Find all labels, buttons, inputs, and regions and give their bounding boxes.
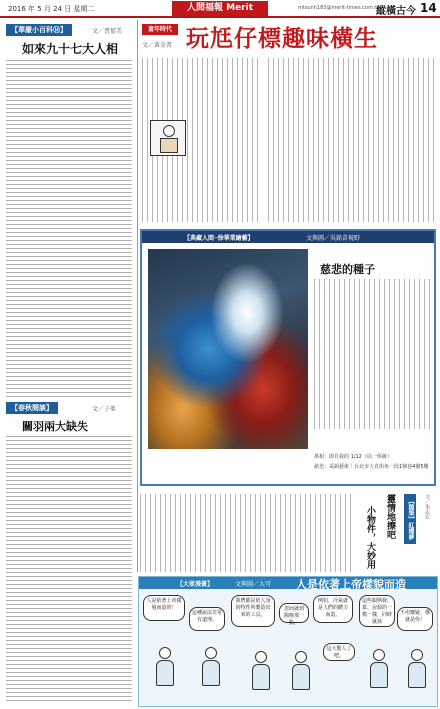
essay-title-line1: 靈情地擦吧 [385, 494, 395, 539]
article1-title: 如來九十七大人相 [22, 42, 119, 56]
art-caption-2: 慈悲：采韻藝術｜台北市大直街角一段1號巷4號5樓 [314, 464, 429, 470]
essay-title-line2: 小物件，大妙用 [365, 506, 375, 569]
section-name: 縱橫古今 [376, 6, 416, 17]
speech-bubble-4: 忽而就到醫療那一點， [279, 603, 309, 623]
column-divider [137, 20, 138, 572]
comic-strip-header [139, 577, 437, 589]
page-number: 14 [420, 1, 437, 15]
article2-title: 關羽兩大缺失 [22, 420, 88, 433]
article2-body [6, 436, 132, 704]
essay-byline: 文／朱志宏 [424, 494, 430, 519]
comic-title: 人是依著上帝樣貌而造 [296, 578, 406, 591]
comic-figure-4 [289, 651, 313, 691]
essay-body-left [140, 494, 354, 572]
speech-bubble-6: 這大驚人了吧。 [323, 643, 355, 661]
issue-date: 2016 年 5 月 24 日 星期二 [8, 5, 95, 13]
column-label-essay: 【春秋閱談】 [6, 402, 58, 414]
speech-bubble-1: 人是依著上帝樣貌而造的！ [143, 595, 185, 621]
comic-figure-3 [249, 651, 273, 691]
speech-bubble-7: 這些跟開發、蓋、房源的一模一樣，同時就該 [359, 595, 395, 627]
feature-illustration [150, 120, 186, 156]
art-feature-title: 慈悲的種子 [320, 263, 375, 276]
speech-bubble-5: 例如，冷氣就是人們的體力而造。 [313, 595, 353, 623]
feature-byline: 文／黃金菁 [142, 42, 173, 49]
comic-strip [138, 576, 438, 707]
column-label-encyclopedia: 【華嚴小百科⑭】 [6, 24, 72, 36]
art-feature-column-label: 【典藏人間─徐華業繪藝】 [184, 235, 254, 242]
comic-figure-6 [405, 649, 429, 689]
art-feature-byline: 文與圖／吳銘苗視野 [306, 235, 361, 242]
newspaper-logo: 人間福報 Merit Times [172, 1, 268, 16]
article1-body [6, 60, 132, 398]
illustration-head [163, 125, 175, 137]
illustration-body [160, 138, 178, 153]
feature-tag: 童年時代 [142, 24, 178, 35]
speech-bubble-3: 我們都是依人身的特性所製造出來的工具。 [231, 595, 275, 627]
feature-headline: 玩尪仔標趣味橫生 [186, 26, 378, 52]
masthead [0, 0, 440, 28]
speech-bubble-2: 這種說法非常有道理。 [189, 607, 225, 631]
abstract-painting-image [148, 249, 308, 449]
article1-byline: 文／曹郁美 [92, 28, 123, 35]
art-feature-body [314, 279, 430, 429]
comic-figure-5 [367, 649, 391, 689]
comic-column-label: 【大眾漫畫】 [177, 581, 214, 588]
contact-email: mtsunh183@merit-times.com.tw [298, 5, 381, 11]
art-feature-header [142, 231, 434, 243]
essay-column-tag: 【隨筆】紅樓夢 [404, 494, 416, 544]
comic-byline: 文與圖／大可 [235, 581, 272, 588]
comic-figure-2 [199, 647, 223, 687]
art-caption-1: 萬相：即自我的 1/12（局一休級） [314, 454, 392, 460]
feature-body-right [268, 58, 434, 222]
article2-byline: 文／子峯 [92, 406, 117, 413]
speech-bubble-8: 不用懷疑，佛就是你！ [397, 607, 433, 631]
art-feature-box [140, 229, 436, 486]
comic-figure-1 [153, 647, 177, 687]
